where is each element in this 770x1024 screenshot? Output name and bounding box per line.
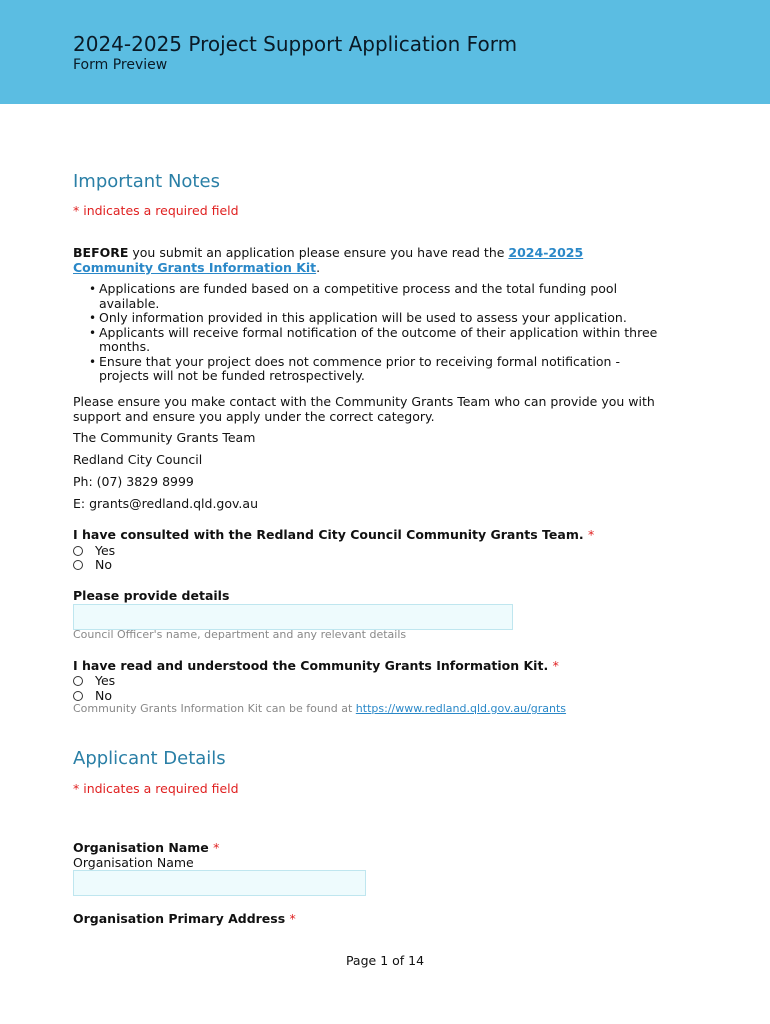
page-indicator: Page 1 of 14 — [345, 953, 425, 968]
list-item: • Only information provided in this application will be used to assess your application. — [91, 311, 666, 326]
read-kit-question-text: I have read and understood the Community Grants Information Kit. — [73, 658, 549, 673]
list-item: • Applications are funded based on a competitive process and the total funding pool available. — [91, 282, 666, 311]
details-input[interactable] — [73, 604, 513, 630]
contact-team: The Community Grants Team — [73, 430, 256, 445]
consulted-option-no[interactable] — [73, 557, 112, 571]
radio-label: Yes — [95, 543, 116, 558]
intro-end: . — [316, 260, 321, 275]
radio-label: Yes — [95, 673, 116, 688]
consulted-question-text: I have consulted with the Redland City Council Community Grants Team. — [73, 527, 584, 542]
org-name-input[interactable] — [73, 870, 366, 896]
radio-button[interactable] — [73, 546, 83, 556]
org-name-sublabel: Organisation Name — [73, 855, 194, 870]
required-star: * — [587, 527, 595, 542]
form-subtitle: Form Preview — [73, 57, 168, 73]
consulted-option-yes[interactable] — [73, 543, 115, 557]
intro-text: you submit an application please ensure you have read the — [128, 245, 509, 260]
radio-label: No — [95, 557, 112, 572]
required-star: * — [213, 840, 220, 855]
radio-button[interactable] — [73, 676, 83, 686]
details-hint: Council Officer's name, department and any relevant details — [73, 628, 407, 641]
read-kit-hint — [73, 702, 566, 715]
contact-council: Redland City Council — [73, 452, 203, 467]
required-star: * — [289, 911, 296, 926]
org-name-label — [73, 840, 219, 855]
form-title: 2024-2025 Project Support Application Form — [73, 32, 518, 56]
required-field-note: * indicates a required field — [73, 781, 239, 796]
form-header — [0, 0, 770, 104]
read-kit-question-label — [73, 658, 559, 673]
info-kit-link[interactable]: 2024-2025 Community Grants Information Kit — [73, 245, 584, 275]
section-title-important-notes: Important Notes — [73, 171, 220, 192]
notes-list — [91, 282, 666, 384]
list-item: • Applicants will receive formal notification of the outcome of their application within three months. — [91, 326, 666, 355]
read-kit-option-yes[interactable] — [73, 673, 115, 687]
required-star: * — [552, 658, 559, 673]
contact-phone: Ph: (07) 3829 8999 — [73, 474, 194, 489]
radio-button[interactable] — [73, 560, 83, 570]
intro-bold: BEFORE — [73, 245, 129, 260]
details-label: Please provide details — [73, 588, 230, 603]
org-address-label-text: Organisation Primary Address — [73, 911, 286, 926]
consulted-question-label — [73, 527, 594, 542]
org-name-label-text: Organisation Name — [73, 840, 209, 855]
org-address-label — [73, 911, 296, 926]
read-kit-hint-text: Community Grants Information Kit can be found at — [73, 702, 356, 715]
intro-paragraph — [73, 245, 663, 275]
radio-button[interactable] — [73, 691, 83, 701]
contact-paragraph: Please ensure you make contact with the Community Grants Team who can provide you with support and ensure you apply under the correct category. — [73, 394, 655, 424]
read-kit-option-no[interactable] — [73, 688, 112, 702]
contact-email: E: grants@redland.qld.gov.au — [73, 496, 258, 511]
grants-website-link[interactable]: https://www.redland.qld.gov.au/grants — [355, 702, 567, 715]
list-item: • Ensure that your project does not commence prior to receiving formal notification - projects will not be funded retrospectively. — [91, 355, 666, 384]
radio-label: No — [95, 688, 112, 703]
required-field-note: * indicates a required field — [73, 203, 239, 218]
section-title-applicant-details: Applicant Details — [73, 748, 226, 769]
